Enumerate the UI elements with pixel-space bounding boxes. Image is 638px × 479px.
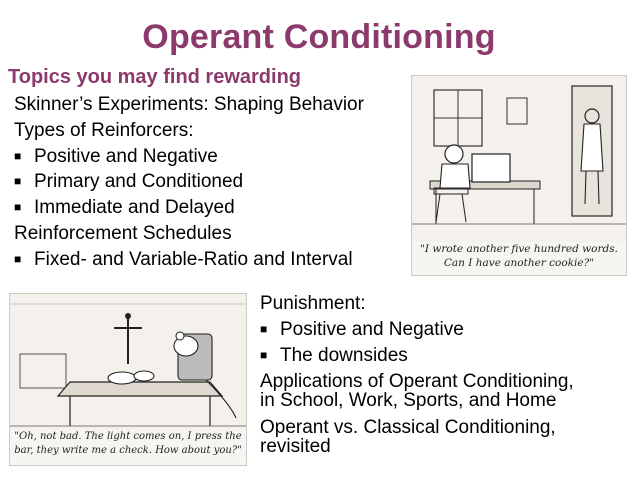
list-item-text: Fixed- and Variable-Ratio and Interval — [34, 248, 353, 270]
cartoon-rat-office — [9, 293, 247, 466]
caption-line-2: bar, they write me a check. How about you?" — [14, 445, 242, 456]
caption-line-1: "I wrote another five hundred words. — [420, 243, 618, 255]
list-item — [260, 317, 574, 343]
list-item — [260, 343, 574, 369]
square-bullet-icon: ■ — [14, 200, 22, 215]
list-item — [14, 221, 364, 247]
slide-title: Operant Conditioning — [142, 18, 496, 56]
cartoon-illustration — [412, 76, 626, 242]
list-item-text: Types of Reinforcers: — [14, 119, 194, 141]
list-item — [14, 118, 364, 144]
applications-line-1: Applications of Operant Conditioning, — [260, 371, 574, 393]
square-bullet-icon: ■ — [14, 148, 22, 163]
list-item-text: Reinforcement Schedules — [14, 222, 232, 244]
list-item-text: The downsides — [280, 344, 408, 366]
list-item-text: Skinner’s Experiments: Shaping Behavior — [14, 94, 364, 115]
cartoon-caption — [14, 430, 242, 458]
classical-line-2: revisited — [260, 435, 331, 457]
square-bullet-icon: ■ — [14, 251, 22, 266]
slide-subtitle: Topics you may find rewarding — [8, 66, 302, 88]
list-item-text: Positive and Negative — [280, 318, 464, 340]
right-topic-list — [260, 292, 574, 460]
list-item-text: Primary and Conditioned — [34, 171, 244, 193]
punishment-heading: Punishment: — [260, 293, 366, 314]
caption-line-2: Can I have another cookie?" — [443, 257, 595, 269]
applications-line-2: in School, Work, Sports, and Home — [260, 390, 557, 412]
list-item-text: Positive and Negative — [34, 145, 218, 167]
list-item — [14, 144, 364, 170]
list-item — [14, 247, 364, 273]
list-item — [14, 195, 364, 221]
square-bullet-icon: ■ — [260, 321, 268, 336]
cartoon-caption — [416, 242, 622, 270]
list-item — [14, 169, 364, 195]
list-item — [14, 92, 364, 118]
square-bullet-icon: ■ — [14, 174, 22, 189]
list-item-text: Immediate and Delayed — [34, 197, 235, 219]
cartoon-writer-cookie — [411, 75, 627, 276]
classical-line-1: Operant vs. Classical Conditioning, — [260, 416, 556, 438]
caption-line-1: "Oh, not bad. The light comes on, I press the — [14, 431, 242, 442]
cartoon-illustration — [10, 294, 246, 430]
square-bullet-icon: ■ — [260, 347, 268, 362]
left-topic-list — [14, 92, 364, 273]
